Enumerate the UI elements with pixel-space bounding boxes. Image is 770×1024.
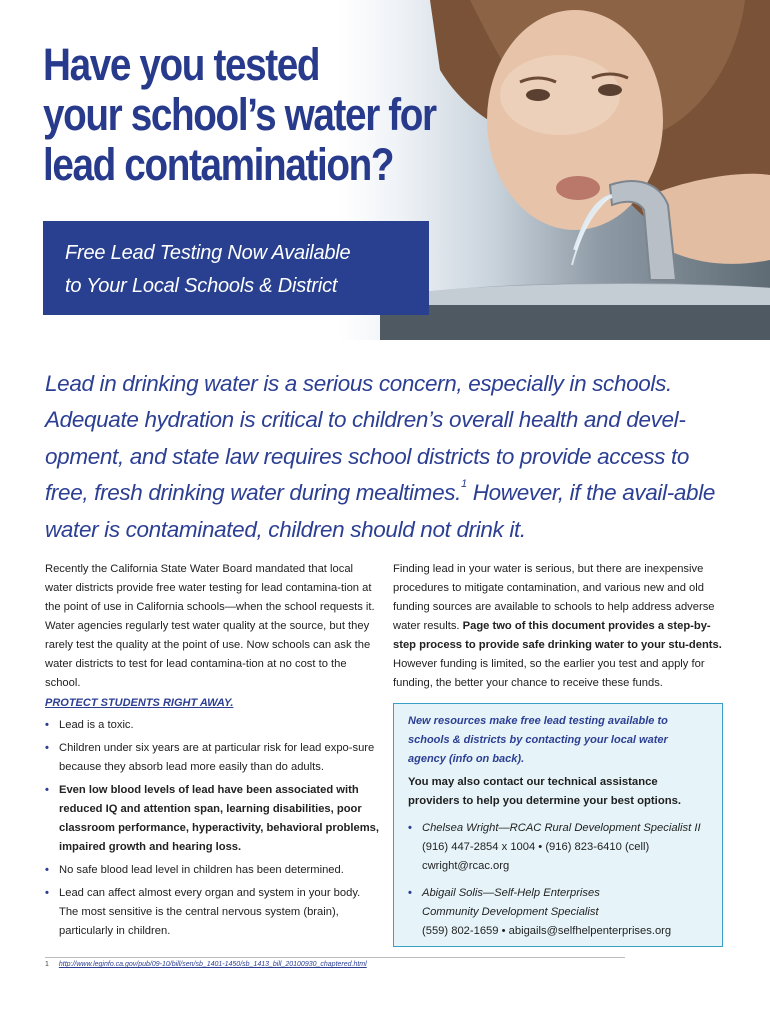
intro-text: Lead in drinking water is a serious concern, especially in schools. Adequate hydration is critical to children’s overall health and devel-opment, and state law requires school districts to provide access to free, fresh drinking water during mealtimes. (45, 371, 690, 506)
footnote-ref: 1 (461, 478, 467, 491)
contact-name: Chelsea Wright—RCAC Rural Development Specialist II (422, 822, 701, 834)
bullet-icon: • (45, 784, 49, 796)
bullet-text: Lead can affect almost every organ and system in your body. The most sensitive is the central nervous system (brain), particularly in children. (59, 887, 361, 937)
bullet-icon: • (408, 822, 412, 834)
contact-abigail-solis (408, 884, 708, 941)
bullet-icon: • (45, 719, 49, 731)
intro-text-end: However, if the avail-able water is contaminated, children should not drink it. (45, 480, 716, 542)
headline-line: Have you tested (43, 39, 320, 90)
right-paragraph-emphasis: Page two of this document provides a step-by-step process to provide safe drinking water to your stu-dents. (393, 620, 722, 651)
callout-lead: New resources make free lead testing available to schools & districts by contacting your local water agency (info on back). (408, 715, 668, 765)
footnote (45, 961, 367, 968)
list-item (45, 861, 380, 880)
bullet-icon: • (45, 742, 49, 754)
footnote-link[interactable]: http://www.leginfo.ca.gov/pub/09-10/bill/sen/sb_1401-1450/sb_1413_bill_20100930_chaptered.html (58, 961, 367, 968)
protect-heading: PROTECT STUDENTS RIGHT AWAY. (45, 697, 234, 709)
contact-name: Abigail Solis—Self-Help Enterprises (422, 887, 600, 899)
footnote-divider (45, 957, 625, 958)
headline-line: your school’s water for (43, 89, 436, 140)
contact-phone-email[interactable]: (559) 802-1659 • abigails@selfhelpenterprises.org (422, 925, 672, 937)
bullet-text: No safe blood lead level in children has been determined. (59, 864, 344, 876)
right-column-paragraph (393, 560, 733, 693)
list-item (45, 781, 380, 857)
contact-email[interactable]: cwright@rcac.org (422, 860, 510, 872)
bullet-icon: • (408, 887, 412, 899)
bullet-icon: • (45, 864, 49, 876)
headline-line: lead contamination? (43, 139, 394, 190)
bullet-text: Lead is a toxic. (59, 719, 134, 731)
banner-line: to Your Local Schools & District (65, 275, 338, 297)
intro-statement (45, 366, 735, 548)
right-paragraph-text: Finding lead in your water is serious, but there are inexpensive procedures to mitigate contamination, and various new and old funding sources are available to schools to help address adverse water results. (393, 563, 715, 632)
left-column-paragraph: Recently the California State Water Board mandated that local water districts provide free water testing for lead contamina-tion at the point of use in California schools—when the school requests it. Water agencies regularly test water quality at the source, but they rarely test the quality at the point of use. Now schools can ask the water districts to test for lead contamina-tion at no cost to the school. (45, 563, 375, 689)
contact-chelsea-wright (408, 819, 708, 876)
free-testing-banner (43, 221, 429, 315)
footnote-number: 1 (45, 961, 49, 968)
contact-title: Community Development Specialist (422, 906, 599, 918)
hero-section (0, 0, 770, 340)
headline (43, 39, 436, 190)
contact-phone: (916) 447-2854 x 1004 • (916) 823-6410 (cell) (422, 841, 650, 853)
bullet-text: Even low blood levels of lead have been associated with reduced IQ and attention span, learning disabilities, poor classroom performance, hyperactivity, behavioral problems, impaired growth and hearing loss. (59, 784, 379, 853)
banner-line: Free Lead Testing Now Available (65, 242, 351, 264)
bullet-icon: • (45, 887, 49, 899)
list-item (45, 884, 380, 941)
resources-callout-box (393, 703, 723, 947)
list-item (45, 716, 380, 735)
callout-ask: You may also contact our technical assistance providers to help you determine your best options. (408, 776, 682, 807)
risk-bullet-list (45, 716, 380, 945)
right-paragraph-end: However funding is limited, so the earlier you test and apply for funding, the better your chance to receive these funds. (393, 658, 705, 689)
list-item (45, 739, 380, 777)
bullet-text: Children under six years are at particular risk for lead expo-sure because they absorb lead more easily than do adults. (59, 742, 375, 773)
